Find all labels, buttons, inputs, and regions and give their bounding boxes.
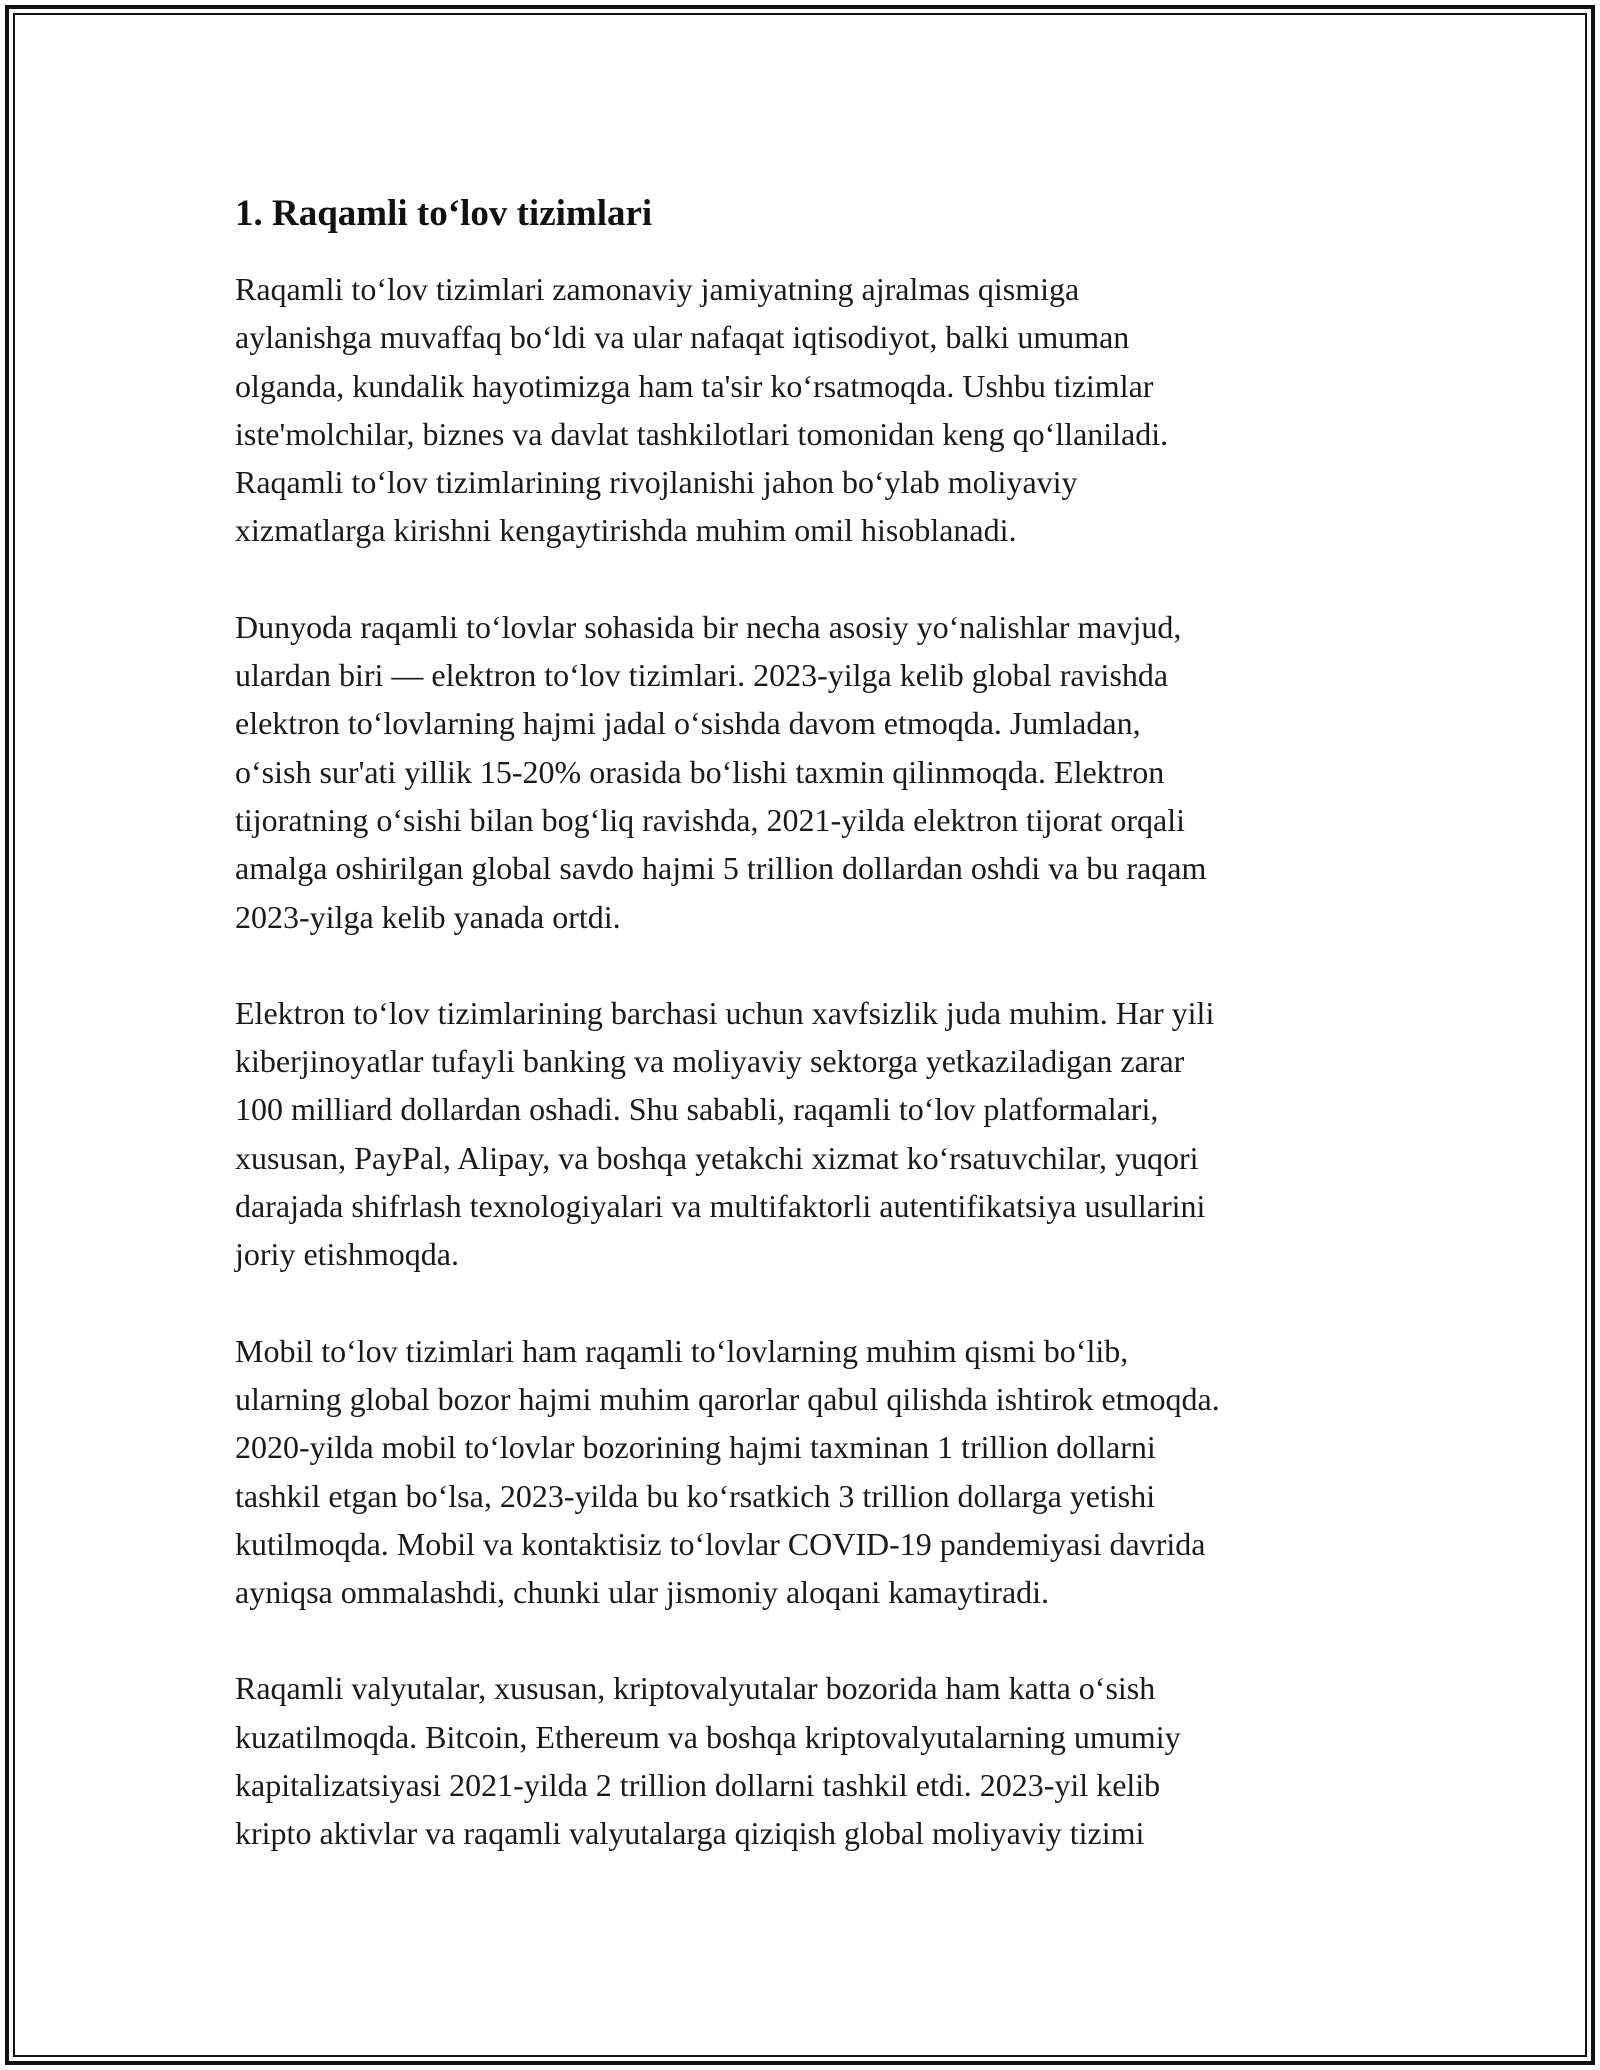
text-line: olganda, kundalik hayotimizga ham ta'sir ko‘rsatmoqda. Ushbu tizimlar <box>235 367 1154 404</box>
text-line: kiberjinoyatlar tufayli banking va moliyaviy sektorga yetkaziladigan zarar <box>235 1043 1185 1080</box>
text-line: ulardan biri — elektron to‘lov tizimlari. 2023-yilga kelib global ravishda <box>235 657 1169 694</box>
text-line: aylanishga muvaffaq bo‘ldi va ular nafaqat iqtisodiyot, balki umuman <box>235 319 1130 356</box>
paragraph-mobile-payments <box>235 1327 1395 1617</box>
paragraph-electronic-payments <box>235 603 1395 941</box>
text-line: kapitalizatsiyasi 2021-yilda 2 trillion dollarni tashkil etdi. 2023-yil kelib <box>235 1767 1161 1804</box>
paragraph-intro <box>235 265 1395 555</box>
text-line: Raqamli valyutalar, xususan, kriptovalyutalar bozorida ham katta o‘sish <box>235 1670 1156 1707</box>
text-line: xususan, PayPal, Alipay, va boshqa yetakchi xizmat ko‘rsatuvchilar, yuqori <box>235 1139 1199 1176</box>
text-line: Raqamli to‘lov tizimlarining rivojlanishi jahon bo‘ylab moliyaviy <box>235 464 1078 501</box>
text-line: Mobil to‘lov tizimlari ham raqamli to‘lovlarning muhim qismi bo‘lib, <box>235 1332 1129 1369</box>
text-line: kripto aktivlar va raqamli valyutalarga qiziqish global moliyaviy tizimi <box>235 1815 1145 1852</box>
text-line: 2020-yilda mobil to‘lovlar bozorining hajmi taxminan 1 trillion dollarni <box>235 1429 1156 1466</box>
text-line: ularning global bozor hajmi muhim qarorlar qabul qilishda ishtirok etmoqda. <box>235 1380 1220 1417</box>
section-heading: 1. Raqamli to‘lov tizimlari <box>235 193 653 234</box>
text-line: iste'molchilar, biznes va davlat tashkilotlari tomonidan keng qo‘llaniladi. <box>235 415 1169 452</box>
text-line: ayniqsa ommalashdi, chunki ular jismoniy aloqani kamaytiradi. <box>235 1574 1050 1611</box>
text-line: darajada shifrlash texnologiyalari va multifaktorli autentifikatsiya usullarini <box>235 1188 1206 1225</box>
text-line: tijoratning o‘sishi bilan bog‘liq ravishda, 2021-yilda elektron tijorat orqali <box>235 801 1186 838</box>
text-line: kuzatilmoqda. Bitcoin, Ethereum va boshqa kriptovalyutalarning umumiy <box>235 1718 1181 1755</box>
text-line: tashkil etgan bo‘lsa, 2023-yilda bu ko‘rsatkich 3 trillion dollarga yetishi <box>235 1477 1156 1514</box>
text-line: kutilmoqda. Mobil va kontaktisiz to‘lovlar COVID-19 pandemiyasi davrida <box>235 1525 1206 1562</box>
paragraph-security <box>235 989 1395 1279</box>
text-line: elektron to‘lovlarning hajmi jadal o‘sishda davom etmoqda. Jumladan, <box>235 705 1141 742</box>
text-line: 100 milliard dollardan oshadi. Shu sababli, raqamli to‘lov platformalari, <box>235 1091 1159 1128</box>
text-line: Dunyoda raqamli to‘lovlar sohasida bir necha asosiy yo‘nalishlar mavjud, <box>235 608 1182 645</box>
text-line: xizmatlarga kirishni kengaytirishda muhim omil hisoblanadi. <box>235 512 1017 549</box>
text-line: 2023-yilga kelib yanada ortdi. <box>235 898 621 935</box>
text-line: amalga oshirilgan global savdo hajmi 5 trillion dollardan oshdi va bu raqam <box>235 850 1207 887</box>
text-line: Elektron to‘lov tizimlarining barchasi uchun xavfsizlik juda muhim. Har yili <box>235 994 1215 1031</box>
paragraph-digital-currencies <box>235 1664 1395 1857</box>
text-line: Raqamli to‘lov tizimlari zamonaviy jamiyatning ajralmas qismiga <box>235 271 1080 307</box>
document-body <box>235 186 1395 1906</box>
text-line: o‘sish sur'ati yillik 15-20% orasida bo‘lishi taxmin qilinmoqda. Elektron <box>235 753 1165 790</box>
text-line: joriy etishmoqda. <box>235 1236 459 1273</box>
